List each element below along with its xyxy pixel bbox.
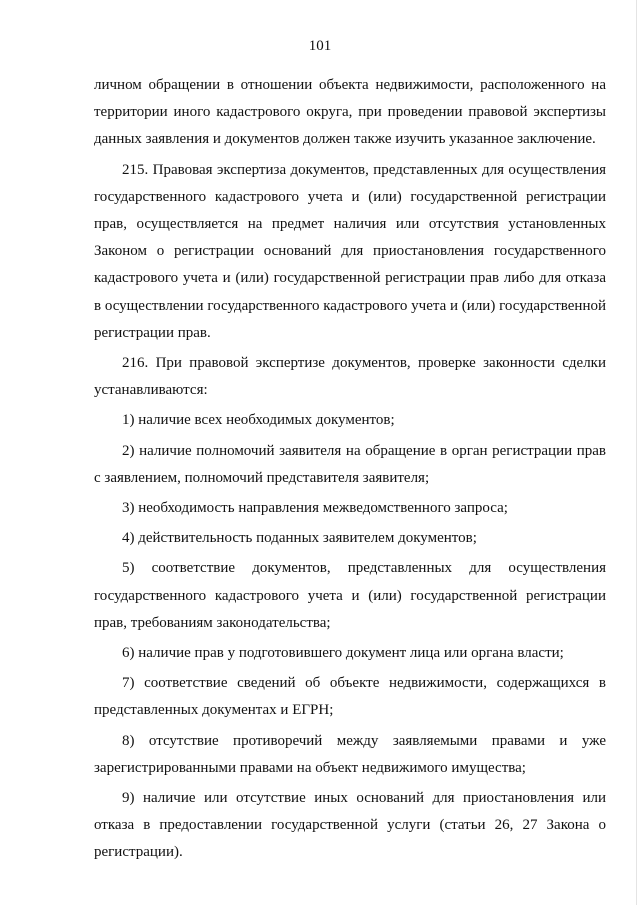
list-item-4: 4) действительность поданных заявителем документов; xyxy=(122,530,477,547)
page-number: 101 xyxy=(308,38,332,54)
list-item-9: 9) наличие или отсутствие иных оснований для приостановления или отказа в предоставлении государственной услуги (статьи 26, 27 Закона о регистрации). xyxy=(94,790,606,861)
paragraph-216: 216. При правовой экспертизе документов, проверке законности сделки устанавливаются: xyxy=(94,355,606,399)
paragraph-215: 215. Правовая экспертиза документов, представленных для осуществления государственного кадастрового учета и (или) государственной регистрации прав, осуществляется на предмет наличия или отсутствия установленных Законом о регистрации оснований для приостановления государственного кадастрового учета и (или) государственной регистрации прав либо для отказа в осуществлении государственного кадастрового учета и (или) государственной регистрации прав. xyxy=(94,161,606,341)
paragraph-continuation: личном обращении в отношении объекта недвижимости, расположенного на территории иного кадастрового округа, при проведении правовой экспертизы данных заявления и документов должен также изучить указанное заключение. xyxy=(94,77,606,148)
list-item-1: 1) наличие всех необходимых документов; xyxy=(122,412,395,429)
list-item-3: 3) необходимость направления межведомственного запроса; xyxy=(122,500,508,517)
list-item-2: 2) наличие полномочий заявителя на обращение в орган регистрации прав с заявлением, полномочий представителя заявителя; xyxy=(94,442,606,486)
list-item-8: 8) отсутствие противоречий между заявляемыми правами и уже зарегистрированными правами на объект недвижимого имущества; xyxy=(94,732,606,776)
list-item-7: 7) соответствие сведений об объекте недвижимости, содержащихся в представленных документах и ЕГРН; xyxy=(94,675,606,719)
list-item-5: 5) соответствие документов, представленных для осуществления государственного кадастрового учета и (или) государственной регистрации прав, требованиям законодательства; xyxy=(94,560,606,631)
list-item-6: 6) наличие прав у подготовившего документ лица или органа власти; xyxy=(122,645,564,662)
document-body xyxy=(94,72,606,870)
page-edge-divider xyxy=(636,0,637,905)
